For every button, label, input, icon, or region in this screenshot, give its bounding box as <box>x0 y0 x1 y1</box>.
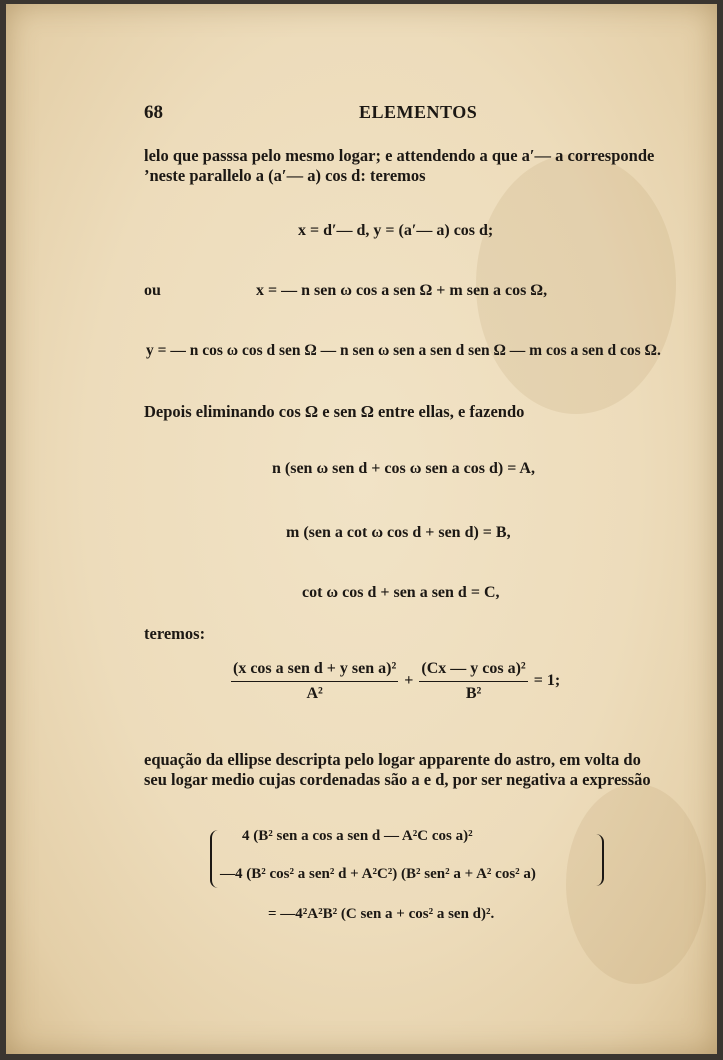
fraction-denominator: B² <box>465 684 482 702</box>
expression-line: —4 (B² cos² a sen² d + A²C²) (B² sen² a + A² cos² a) <box>220 866 536 882</box>
paragraph-line: equação da ellipse descripta pelo logar apparente do astro, em volta do <box>144 750 641 769</box>
equation-x: x = — n sen ω cos a sen Ω + m sen a cos Ω, <box>256 282 548 299</box>
equation-coordinates: x = d′— d, y = (a′— a) cos d; <box>298 222 494 239</box>
paragraph-line: Depois eliminando cos Ω e sen Ω entre ellas, e fazendo <box>144 402 525 421</box>
fraction-numerator: (x cos a sen d + y sen a)² <box>231 660 398 682</box>
equation-y: y = — n cos ω cos d sen Ω — n sen ω sen a sen d sen Ω — m cos a sen d cos Ω. <box>146 342 661 359</box>
equation-A: n (sen ω sen d + cos ω sen a cos d) = A, <box>272 460 535 477</box>
book-page <box>6 4 717 1054</box>
running-title: ELEMENTOS <box>359 102 478 122</box>
paragraph-line: ’neste parallelo a (a′— a) cos d: teremos <box>144 166 426 185</box>
page-number: 68 <box>144 102 163 123</box>
plus-sign: + <box>404 672 414 689</box>
fraction-first <box>231 660 398 703</box>
paragraph-line: seu logar medio cujas cordenadas são a e d, por ser negativa a expressão <box>144 770 651 789</box>
right-brace <box>592 834 604 886</box>
paragraph-line: teremos: <box>144 624 206 643</box>
paragraph-line: lelo que passsa pelo mesmo logar; e attendendo a que a′— a corresponde <box>144 146 655 165</box>
expression-line: 4 (B² sen a cos a sen d — A²C cos a)² <box>242 828 473 844</box>
ellipse-equation <box>231 656 566 706</box>
ou-label: ou <box>144 282 161 299</box>
paper-stain <box>566 784 706 984</box>
equals-one: = 1; <box>533 672 561 689</box>
equation-C: cot ω cos d + sen a sen d = C, <box>302 584 500 601</box>
fraction-second <box>419 660 527 703</box>
expression-line: = —4²A²B² (C sen a + cos² a sen d)². <box>268 906 495 922</box>
equation-B: m (sen a cot ω cos d + sen d) = B, <box>286 524 511 541</box>
fraction-denominator: A² <box>306 684 323 702</box>
fraction-numerator: (Cx — y cos a)² <box>419 660 527 682</box>
